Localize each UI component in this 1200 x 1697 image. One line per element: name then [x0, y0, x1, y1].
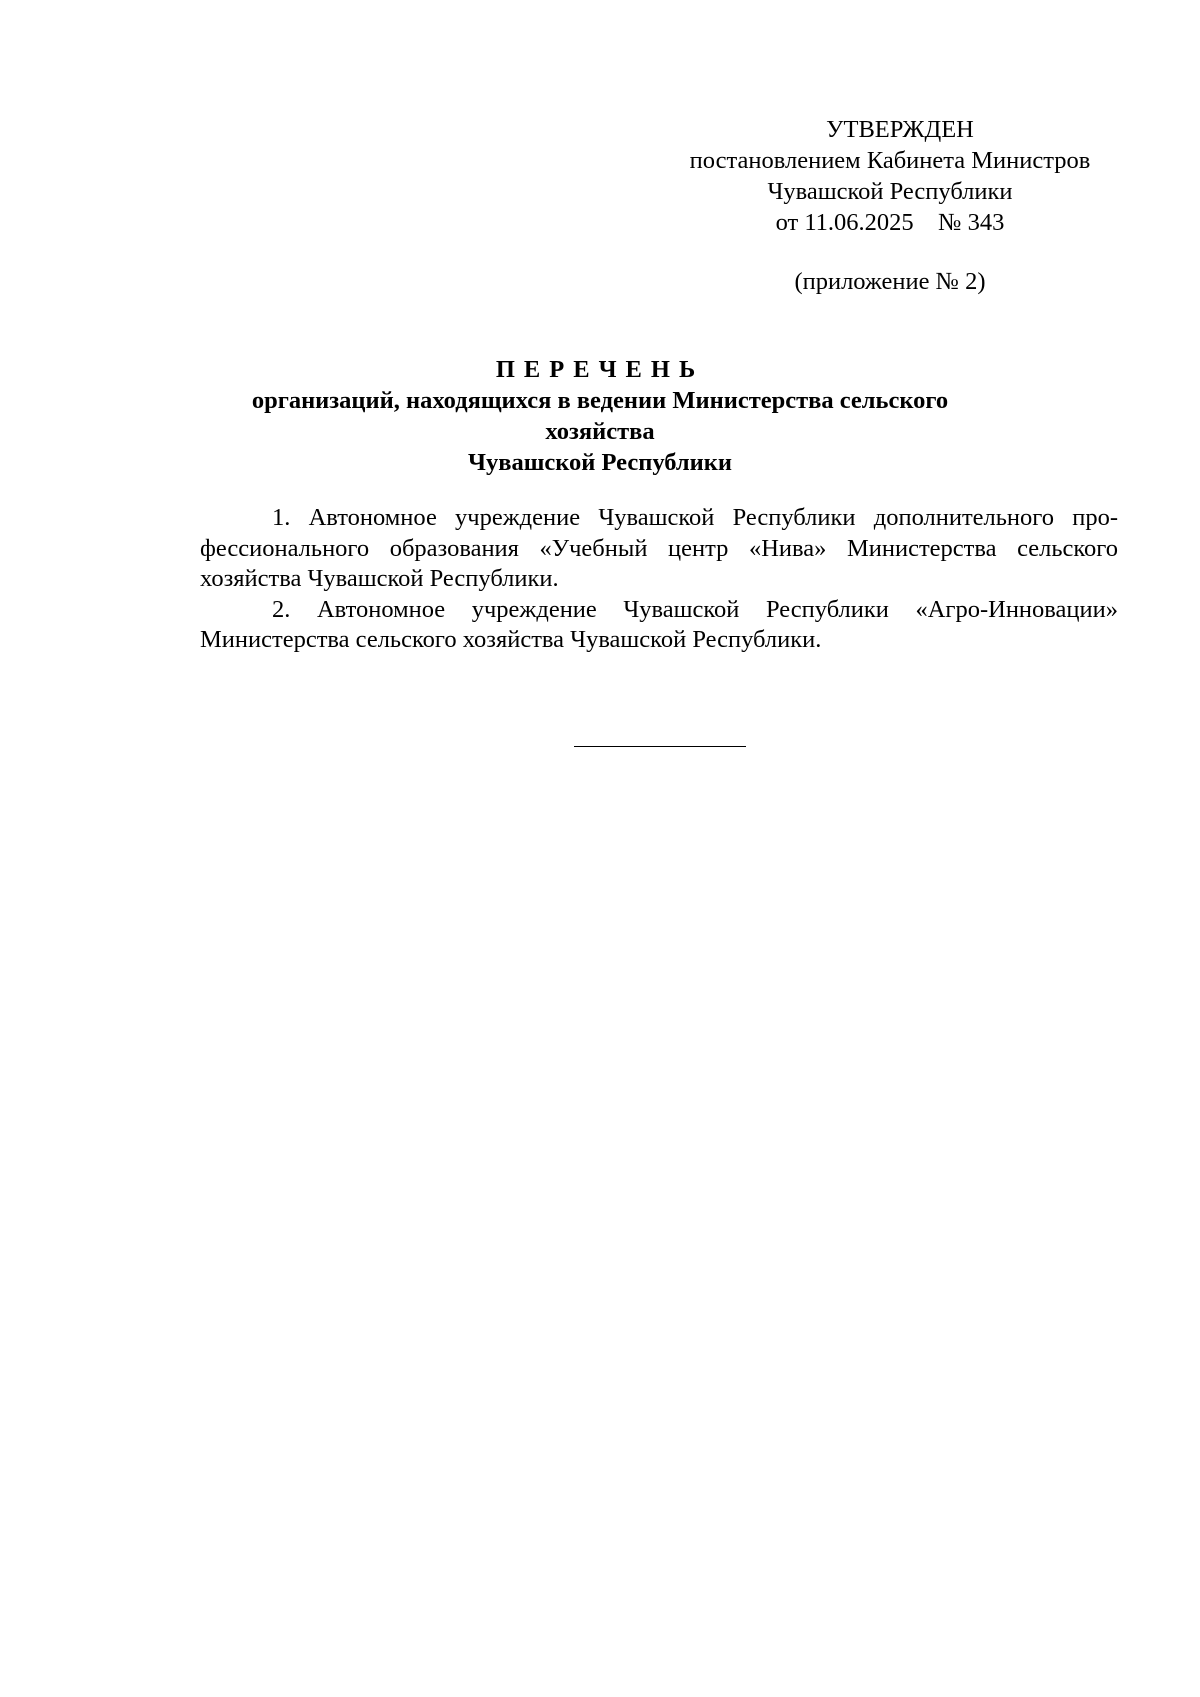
closing-divider — [574, 746, 746, 747]
approval-date-number: от 11.06.2025 № 343 — [775, 209, 1005, 236]
list-item: 2. Автономное учреждение Чувашской Республики «Агро-Инновации» Министерства сельского хозяйства Чувашской Республики. — [200, 595, 1118, 653]
appendix-note: (приложение № 2) — [794, 268, 986, 295]
approval-title: УТВЕРЖДЕН — [826, 116, 974, 143]
heading-subtitle-line2: Чувашской Республики — [467, 449, 733, 476]
approval-republic: Чувашской Республики — [767, 178, 1013, 205]
list-item: 1. Автономное учреждение Чувашской Республики дополнительного профессионального образования «Учебный центр «Нива» Министерства сельского хозяйства Чувашской Республики. — [200, 504, 1118, 592]
document-heading — [200, 354, 1000, 478]
heading-subtitle-line1: организаций, находящихся в ведении Министерства сельского хозяйства — [251, 387, 949, 445]
approval-authority: постановлением Кабинета Министров — [689, 147, 1091, 174]
approval-block — [650, 114, 1130, 238]
heading-title: ПЕРЕЧЕНЬ — [495, 356, 705, 383]
organization-list — [200, 503, 1118, 656]
